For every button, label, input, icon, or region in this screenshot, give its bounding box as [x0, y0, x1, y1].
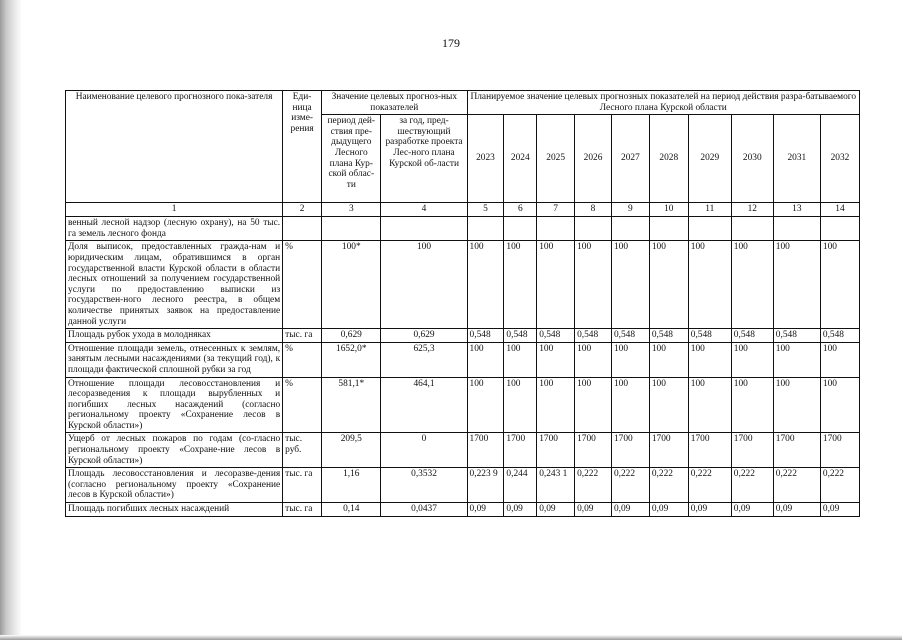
value-year-2031: 100	[773, 342, 820, 377]
column-number: 13	[773, 203, 820, 217]
value-year-2028: 0,09	[649, 503, 688, 517]
column-number: 4	[381, 203, 467, 217]
value-prev-year: 0,629	[381, 329, 467, 343]
value-year-2027: 100	[611, 377, 649, 433]
value-year-2030	[731, 217, 773, 241]
value-prev-year: 0,0437	[381, 503, 467, 517]
value-year-2024: 100	[504, 342, 537, 377]
value-year-2028: 100	[649, 342, 688, 377]
value-year-2028: 100	[649, 241, 688, 329]
value-year-2026: 1700	[575, 433, 612, 468]
table-row	[66, 468, 860, 503]
scan-edge-bottom	[0, 635, 902, 640]
value-year-2025: 100	[537, 342, 575, 377]
value-year-2027	[611, 217, 649, 241]
value-year-2032: 0,222	[820, 468, 859, 503]
table-row	[66, 217, 860, 241]
value-year-2024	[504, 217, 537, 241]
value-year-2025: 100	[537, 377, 575, 433]
value-year-2024: 0,244	[504, 468, 537, 503]
value-year-2032: 100	[820, 342, 859, 377]
value-year-2026: 0,222	[575, 468, 612, 503]
value-year-2023: 0,09	[467, 503, 504, 517]
value-year-2023: 0,223 9	[467, 468, 504, 503]
value-prev-year: 625,3	[381, 342, 467, 377]
header-year-2023: 2023	[467, 115, 504, 203]
value-year-2024: 1700	[504, 433, 537, 468]
value-year-2023: 1700	[467, 433, 504, 468]
value-year-2031: 100	[773, 377, 820, 433]
value-year-2025: 1700	[537, 433, 575, 468]
indicator-name: Площадь рубок ухода в молодняках	[66, 329, 283, 343]
value-prev-period: 0,14	[322, 503, 381, 517]
column-number-row	[66, 203, 860, 217]
value-year-2029: 100	[688, 342, 731, 377]
table-row	[66, 342, 860, 377]
value-year-2023: 100	[467, 377, 504, 433]
value-year-2029	[688, 217, 731, 241]
value-year-2030: 100	[731, 241, 773, 329]
value-year-2026: 0,09	[575, 503, 612, 517]
table-row	[66, 329, 860, 343]
column-number: 1	[66, 203, 283, 217]
header-row-top	[66, 91, 860, 115]
header-year-2030: 2030	[731, 115, 773, 203]
table-row	[66, 433, 860, 468]
value-year-2031: 1700	[773, 433, 820, 468]
value-year-2030: 0,548	[731, 329, 773, 343]
value-year-2025: 0,548	[537, 329, 575, 343]
value-year-2031: 0,09	[773, 503, 820, 517]
value-prev-year: 100	[381, 241, 467, 329]
table-row	[66, 241, 860, 329]
value-prev-period: 1652,0*	[322, 342, 381, 377]
indicator-name: Отношение площади земель, отнесенных к землям, занятым лесными насаждениями (за текущий год), к площади фактической сплошной рубки за год	[66, 342, 283, 377]
value-prev-year: 0	[381, 433, 467, 468]
indicator-name: Площадь лесовосстановления и лесоразве-дения (согласно региональному проекту «Сохранение лесов в Курской области»)	[66, 468, 283, 503]
indicator-unit: тыс. га	[283, 468, 322, 503]
value-year-2029: 0,222	[688, 468, 731, 503]
header-name: Наименование целевого прогнозного пока-зателя	[66, 91, 283, 203]
value-year-2027: 0,222	[611, 468, 649, 503]
value-prev-period: 209,5	[322, 433, 381, 468]
value-year-2029: 1700	[688, 433, 731, 468]
value-year-2028: 100	[649, 377, 688, 433]
value-year-2030: 0,222	[731, 468, 773, 503]
column-number: 10	[649, 203, 688, 217]
value-prev-year: 464,1	[381, 377, 467, 433]
value-year-2032: 100	[820, 377, 859, 433]
header-planned-group: Планируемое значение целевых прогнозных показателей на период действия разра-батываемого Лесного плана Курской области	[467, 91, 859, 115]
column-number: 2	[283, 203, 322, 217]
value-year-2028: 0,222	[649, 468, 688, 503]
value-year-2024: 100	[504, 241, 537, 329]
column-number: 3	[322, 203, 381, 217]
value-prev-period: 1,16	[322, 468, 381, 503]
header-year-2028: 2028	[649, 115, 688, 203]
indicator-unit	[283, 217, 322, 241]
page-number: 179	[442, 36, 460, 50]
value-year-2026: 100	[575, 377, 612, 433]
indicator-unit: тыс. га	[283, 503, 322, 517]
indicator-unit: тыс. руб.	[283, 433, 322, 468]
value-year-2031: 100	[773, 241, 820, 329]
header-year-2032: 2032	[820, 115, 859, 203]
value-year-2023: 0,548	[467, 329, 504, 343]
column-number: 9	[611, 203, 649, 217]
value-year-2032: 100	[820, 241, 859, 329]
value-year-2026: 100	[575, 342, 612, 377]
header-prev-year: за год, пред-шествующий разработке проекта Лес-ного плана Курской об-ласти	[381, 115, 467, 203]
value-year-2023: 100	[467, 342, 504, 377]
indicator-name: Ущерб от лесных пожаров по годам (со-гласно региональному проекту «Сохране-ние лесов в Курской области»)	[66, 433, 283, 468]
value-year-2026	[575, 217, 612, 241]
header-year-2029: 2029	[688, 115, 731, 203]
value-year-2029: 100	[688, 241, 731, 329]
value-year-2027: 100	[611, 241, 649, 329]
column-number: 6	[504, 203, 537, 217]
value-year-2024: 100	[504, 377, 537, 433]
value-year-2024: 0,09	[504, 503, 537, 517]
value-year-2030: 100	[731, 342, 773, 377]
value-year-2025: 100	[537, 241, 575, 329]
value-year-2030: 100	[731, 377, 773, 433]
indicator-name: Отношение площади лесовосстановления и лесоразведения к площади вырубленных и погибших лесных насаждений (согласно региональному проекту «Сохранение лесов в Курской области»)	[66, 377, 283, 433]
value-prev-period: 581,1*	[322, 377, 381, 433]
header-values-group: Значение целевых прогноз-ных показателей	[322, 91, 467, 115]
value-year-2023: 100	[467, 241, 504, 329]
column-number: 7	[537, 203, 575, 217]
value-prev-year	[381, 217, 467, 241]
indicator-unit: %	[283, 241, 322, 329]
indicator-name: Площадь погибших лесных насаждений	[66, 503, 283, 517]
indicator-unit: %	[283, 342, 322, 377]
column-number: 12	[731, 203, 773, 217]
column-number: 11	[688, 203, 731, 217]
value-year-2023	[467, 217, 504, 241]
indicator-unit: %	[283, 377, 322, 433]
value-year-2031: 0,548	[773, 329, 820, 343]
value-year-2030: 0,09	[731, 503, 773, 517]
value-year-2027: 0,09	[611, 503, 649, 517]
header-year-2027: 2027	[611, 115, 649, 203]
header-year-2031: 2031	[773, 115, 820, 203]
indicator-unit: тыс. га	[283, 329, 322, 343]
column-number: 5	[467, 203, 504, 217]
value-year-2028: 0,548	[649, 329, 688, 343]
header-year-2025: 2025	[537, 115, 575, 203]
value-year-2029: 100	[688, 377, 731, 433]
value-year-2032: 0,09	[820, 503, 859, 517]
value-year-2028: 1700	[649, 433, 688, 468]
value-year-2028	[649, 217, 688, 241]
value-year-2024: 0,548	[504, 329, 537, 343]
header-unit: Еди-ница изме-рения	[283, 91, 322, 203]
value-prev-period: 0,629	[322, 329, 381, 343]
header-year-2024: 2024	[504, 115, 537, 203]
value-year-2027: 0,548	[611, 329, 649, 343]
value-year-2031: 0,222	[773, 468, 820, 503]
column-number: 8	[575, 203, 612, 217]
column-number: 14	[820, 203, 859, 217]
value-year-2032: 1700	[820, 433, 859, 468]
value-prev-year: 0,3532	[381, 468, 467, 503]
value-year-2031	[773, 217, 820, 241]
value-year-2029: 0,548	[688, 329, 731, 343]
table-body	[66, 91, 860, 517]
header-year-2026: 2026	[575, 115, 612, 203]
indicator-name: венный лесной надзор (лесную охрану), на 50 тыс. га земель лесного фонда	[66, 217, 283, 241]
table-row	[66, 503, 860, 517]
value-year-2025: 0,09	[537, 503, 575, 517]
value-year-2027: 100	[611, 342, 649, 377]
value-prev-period	[322, 217, 381, 241]
scan-edge-left	[0, 0, 22, 640]
value-year-2032: 0,548	[820, 329, 859, 343]
value-year-2026: 100	[575, 241, 612, 329]
value-year-2030: 1700	[731, 433, 773, 468]
indicator-table	[65, 90, 860, 517]
value-year-2025: 0,243 1	[537, 468, 575, 503]
table-row	[66, 377, 860, 433]
value-year-2025	[537, 217, 575, 241]
value-prev-period: 100*	[322, 241, 381, 329]
value-year-2026: 0,548	[575, 329, 612, 343]
indicator-name: Доля выписок, предоставленных гражда-нам и юридическим лицам, обратившимся в орган государственной власти Курской области в области лесных отношений за получением государственной услуги по предоставлению выписки из государствен-ного лесного реестра, в общем количестве принятых заявок на предоставление данной услуги	[66, 241, 283, 329]
value-year-2029: 0,09	[688, 503, 731, 517]
value-year-2027: 1700	[611, 433, 649, 468]
value-year-2032	[820, 217, 859, 241]
header-prev-period: период дей-ствия пре-дыдущего Лесного плана Кур-ской облас-ти	[322, 115, 381, 203]
